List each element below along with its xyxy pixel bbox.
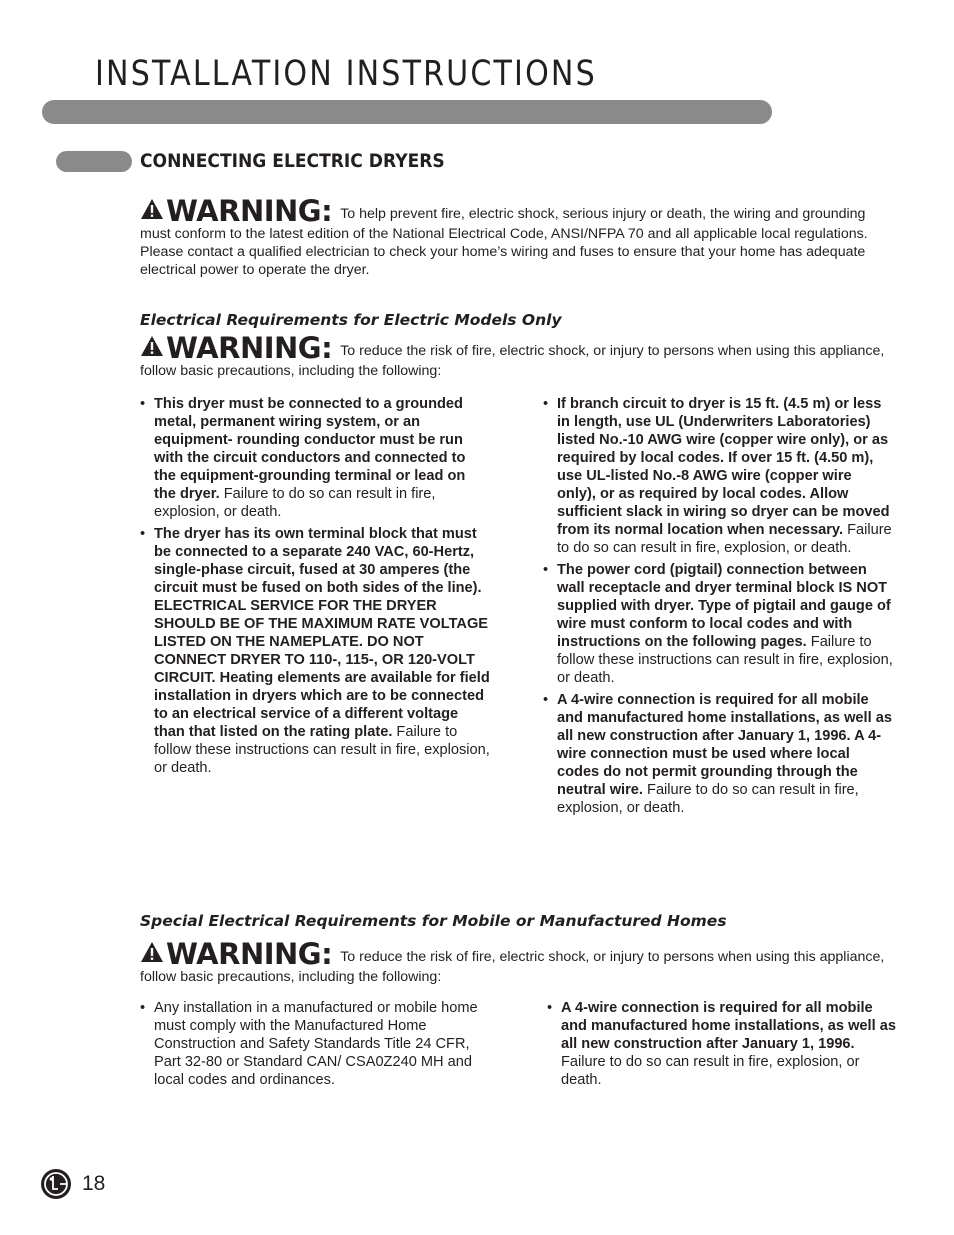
warning-text: To reduce the risk of fire, electric shock, or injury to persons when using this appliance, follow basic precautions, including the following:	[140, 949, 885, 985]
warning-triangle-icon	[140, 198, 164, 225]
warning-triangle-icon	[140, 335, 164, 362]
warning-label: WARNING:	[166, 194, 333, 228]
warning-triangle-icon	[140, 941, 164, 968]
electrical-right-list	[543, 395, 893, 821]
warning-text: To reduce the risk of fire, electric shock, or injury to persons when using this appliance, follow basic precautions, including the following:	[140, 343, 885, 379]
warning-mobile	[140, 937, 885, 986]
list-item: • This dryer must be connected to a grounded metal, permanent wiring system, or an equipment- rounding conductor must be run with the circuit conductors and connected to the equipment-grounding terminal or lead on the dryer. Failure to do so can result in fire, explosion, or death.	[140, 395, 490, 521]
list-item: • The dryer has its own terminal block that must be connected to a separate 240 VAC, 60-Hertz, single-phase circuit, fused at 30 amperes (the circuit must be fused on both sides of the line). ELECTRICAL SERVICE FOR THE DRYER SHOULD BE OF THE MAXIMUM RATE VOLTAGE LISTED ON THE NAMEPLATE. DO NOT CONNECT DRYER TO 110-, 115-, OR 120-VOLT CIRCUIT. Heating elements are available for field installation in dryers which are to be connected to an electrical service of a different voltage than that listed on the rating plate. Failure to follow these instructions can result in fire, explosion, or death.	[140, 525, 490, 777]
section-title: CONNECTING ELECTRIC DRYERS	[140, 150, 445, 172]
list-item: • The power cord (pigtail) connection between wall receptacle and dryer terminal block IS NOT supplied with dryer. Type of pigtail and gauge of wire must conform to local codes and with instructions on the following pages. Failure to follow these instructions can result in fire, explosion, or death.	[543, 561, 893, 687]
subheading-electrical-requirements: Electrical Requirements for Electric Models Only	[140, 311, 562, 329]
list-item: • If branch circuit to dryer is 15 ft. (4.5 m) or less in length, use UL (Underwriters Laboratories) listed No.-10 AWG wire (copper wire only), or as required by local codes. If over 15 ft. (4.50 m), use UL-listed No.-8 AWG wire (copper wire only), or as required by local codes. Allow sufficient slack in wiring so dryer can be moved from its normal location when necessary. Failure to do so can result in fire, explosion, or death.	[543, 395, 893, 557]
electrical-left-list	[140, 395, 490, 781]
title-bar-divider	[42, 100, 772, 124]
list-item: • Any installation in a manufactured or mobile home must comply with the Manufactured Home Construction and Safety Standards Title 24 CFR, Part 32-80 or Standard CAN/ CSA0Z240 MH and local codes and ordinances.	[140, 999, 495, 1089]
section-pill-marker	[56, 151, 132, 172]
page-title: INSTALLATION INSTRUCTIONS	[95, 54, 597, 94]
lg-logo-icon	[40, 1168, 72, 1200]
page-number: 18	[82, 1172, 106, 1195]
list-item: • A 4-wire connection is required for all mobile and manufactured home installations, as well as all new construction after January 1, 1996. A 4-wire connection must be used where local codes do not permit grounding through the neutral wire. Failure to do so can result in fire, explosion, or death.	[543, 691, 893, 817]
warning-electrical	[140, 331, 885, 380]
warning-general	[140, 194, 885, 279]
mobile-right-list	[547, 999, 902, 1093]
subheading-mobile-requirements: Special Electrical Requirements for Mobile or Manufactured Homes	[140, 912, 727, 930]
warning-label: WARNING:	[166, 937, 333, 971]
warning-label: WARNING:	[166, 331, 333, 365]
warning-text: To help prevent fire, electric shock, serious injury or death, the wiring and grounding must conform to the latest edition of the National Electrical Code, ANSI/NFPA 70 and all applicable local regulations. Please contact a qualified electrician to check your home’s wiring and fuses to ensure that your home has adequate electrical power to operate the dryer.	[140, 206, 868, 278]
list-item: • A 4-wire connection is required for all mobile and manufactured home installations, as well as all new construction after January 1, 1996. Failure to do so can result in fire, explosion, or death.	[547, 999, 902, 1089]
mobile-left-list	[140, 999, 495, 1093]
